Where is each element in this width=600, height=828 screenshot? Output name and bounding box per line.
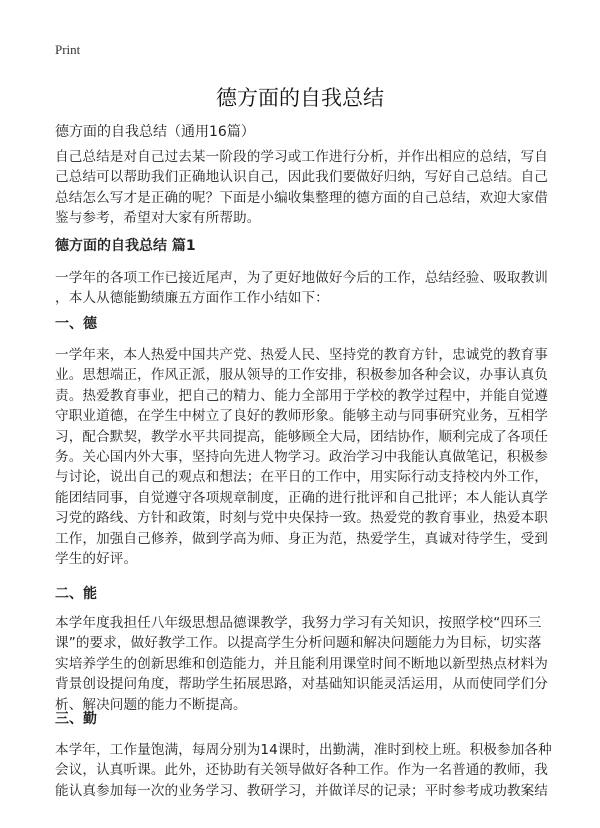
text-line: 己总结可以帮助我们正确地认识自己，因此我们要做好归纳，写好自己总结。自己 bbox=[55, 169, 548, 186]
article-intro bbox=[55, 268, 555, 309]
text-line: 责。热爱教育事业，把自己的精力、能力全部用于学校的教学过程中，并能自觉遵 bbox=[55, 387, 548, 404]
text-line: 实培养学生的创新思维和创造能力，并且能利用课堂时间不断地以新型热点材料为 bbox=[55, 655, 548, 672]
section-paragraph bbox=[55, 613, 555, 715]
article-heading: 德方面的自我总结 篇1 bbox=[55, 238, 196, 254]
text-line: 鉴与参考，希望对大家有所帮助。 bbox=[55, 210, 261, 227]
text-line: 课”的要求，做好教学工作。以提高学生分析问题和解决问题能力为目标，切实落 bbox=[55, 635, 542, 652]
text-line: 守职业道德，在学生中树立了良好的教师形象。能够主动与同事研究业务，互相学 bbox=[55, 408, 548, 425]
text-line: 自己总结是对自己过去某一阶段的学习或工作进行分析，并作出相应的总结，写自 bbox=[55, 149, 548, 165]
subtitle: 德方面的自我总结（通用16篇） bbox=[55, 124, 255, 140]
text-line: 背景创设提问角度，帮助学生拓展思路，对基础知识能灵活运用，从而使同学们分 bbox=[55, 676, 548, 693]
text-line: 能认真参加每一次的业务学习、教研学习，并做详尽的记录；平时参考成功教案结 bbox=[55, 782, 548, 799]
text-line: 会议，认真听课。此外，还协助有关领导做好各种工作。作为一名普通的教师，我 bbox=[55, 762, 548, 779]
text-line: 本学年度我担任八年级思想品德课教学，我努力学习有关知识，按照学校“四环三 bbox=[55, 615, 542, 631]
text-line: 析、解决问题的能力不断提高。 bbox=[55, 696, 247, 713]
section-heading: 一、德 bbox=[55, 316, 97, 332]
text-line: 务。关心国内外大事，坚持向先进人物学习。政治学习中我能认真做笔记，积极参 bbox=[55, 449, 548, 466]
text-line: 学生的好评。 bbox=[55, 551, 138, 568]
text-line: 业。思想端正，作风正派，服从领导的工作安排，积极参加各种会议，办事认真负 bbox=[55, 367, 548, 384]
text-line: 习，配合默契，教学水平共同提高，能够顾全大局，团结协作，顺利完成了各项任 bbox=[55, 428, 548, 445]
page-title: 德方面的自我总结 bbox=[216, 86, 384, 110]
section-paragraph bbox=[55, 740, 555, 801]
text-line: 能团结同事，自觉遵守各项规章制度，正确的进行批评和自己批评；本人能认真学 bbox=[55, 489, 548, 506]
text-line: 总结怎么写才是正确的呢？下面是小编收集整理的德方面的自己总结，欢迎大家借 bbox=[55, 189, 548, 206]
text-line: 一学年的各项工作已接近尾声，为了更好地做好今后的工作，总结经验、吸取教训 bbox=[55, 270, 548, 286]
text-line: ，本人从德能勤绩廉五方面作工作小结如下： bbox=[55, 290, 329, 307]
section-heading: 三、勤 bbox=[55, 711, 97, 727]
print-link[interactable]: Print bbox=[55, 42, 81, 57]
text-line: 工作，加强自己修养，做到学高为师、身正为范，热爱学生，真诚对待学生，受到 bbox=[55, 530, 548, 547]
text-line: 与讨论，说出自己的观点和想法；在平日的工作中，用实际行动支持校内外工作， bbox=[55, 469, 548, 486]
intro-paragraph bbox=[55, 147, 555, 229]
text-line: 本学年，工作量饱满，每周分别为14课时，出勤满，准时到校上班。积极参加各种 bbox=[55, 742, 552, 758]
section-paragraph bbox=[55, 345, 555, 569]
text-line: 一学年来，本人热爱中国共产党、热爱人民、坚持党的教育方针，忠诚党的教育事 bbox=[55, 347, 548, 363]
text-line: 习党的路线、方针和政策，时刻与党中央保持一致。热爱党的教育事业，热爱本职 bbox=[55, 510, 548, 527]
section-heading: 二、能 bbox=[55, 586, 97, 602]
